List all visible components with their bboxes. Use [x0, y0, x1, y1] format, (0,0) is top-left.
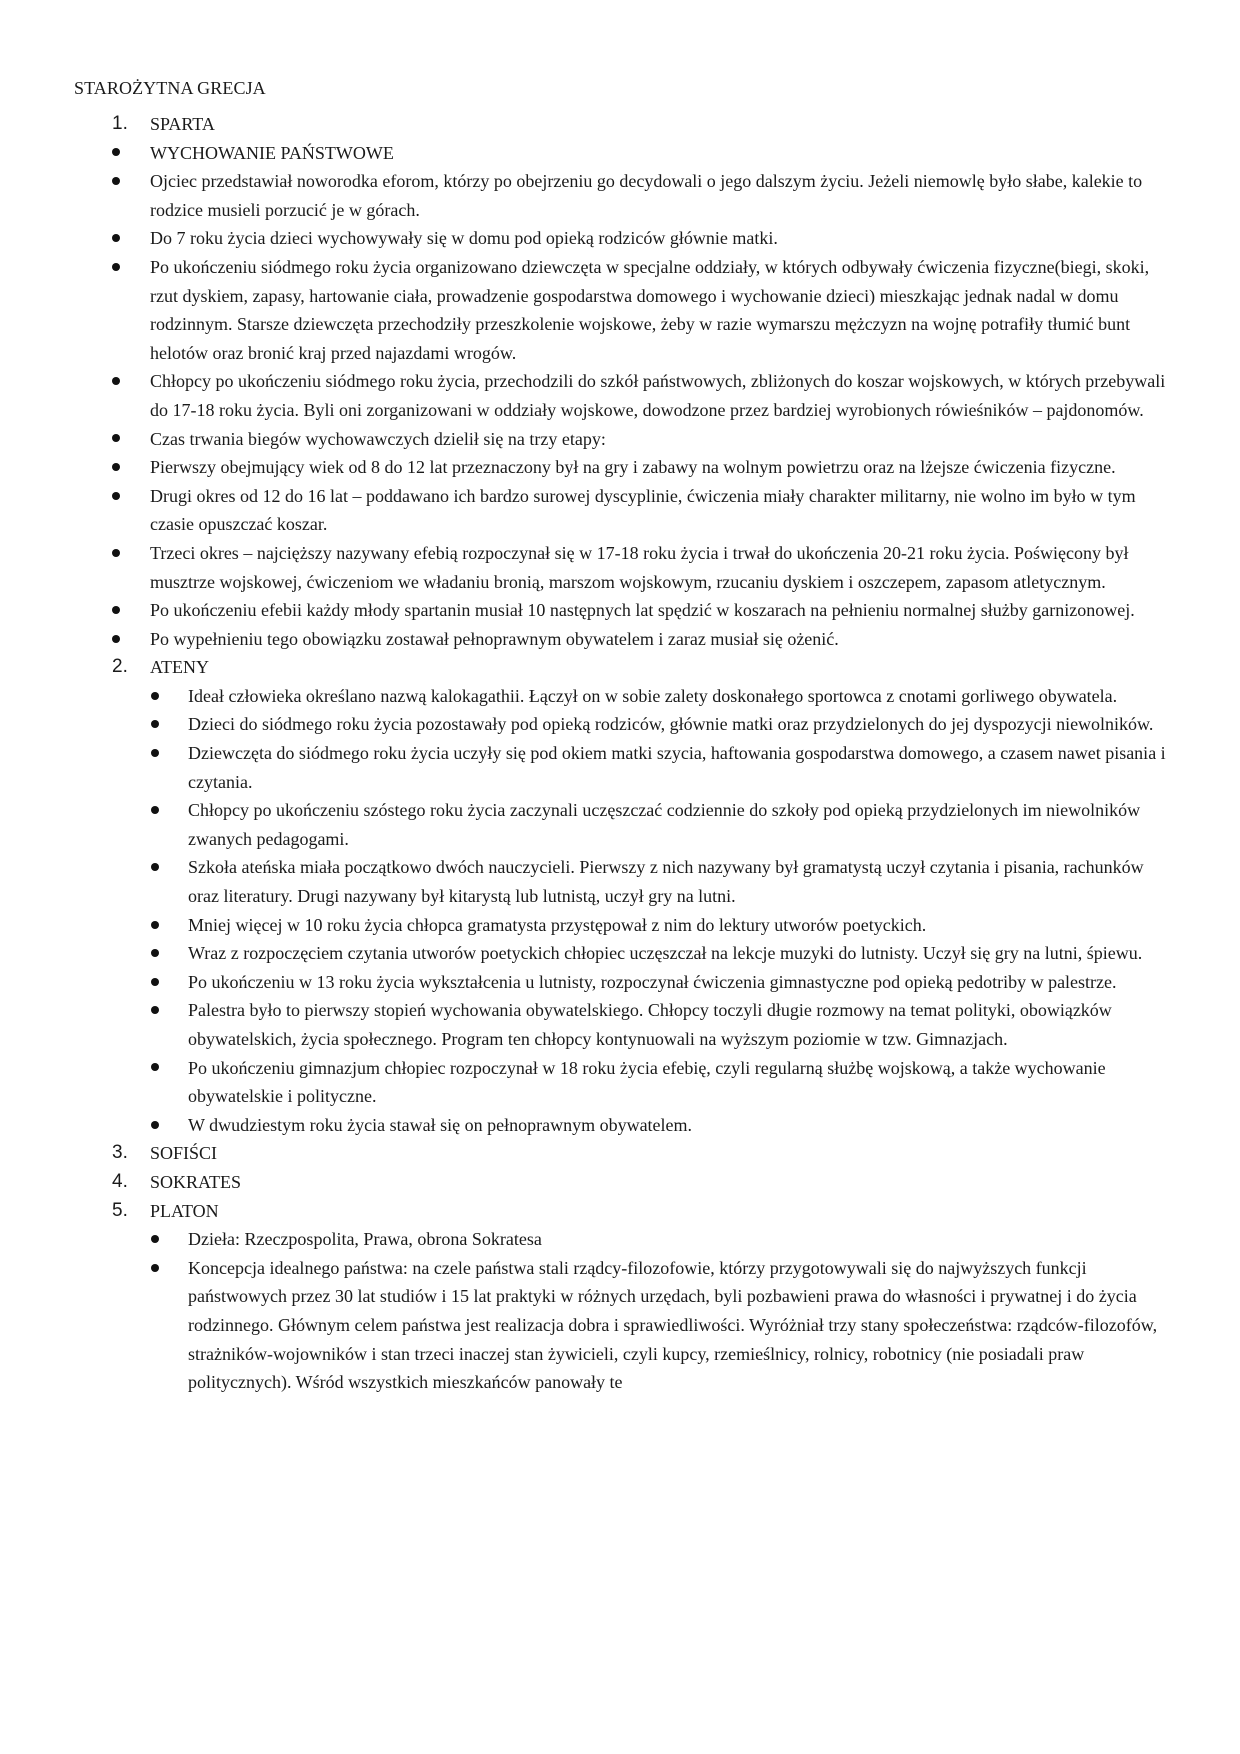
bullet-item: [74, 539, 1170, 596]
bullet-marker: [112, 139, 120, 168]
bullet-item: [74, 139, 1170, 168]
bullet-item: [74, 625, 1170, 654]
bullet-icon: [112, 549, 120, 557]
bullet-icon: [151, 978, 159, 986]
bullet-marker: [151, 1254, 159, 1283]
bullet-icon: [112, 263, 120, 271]
item-text: Wraz z rozpoczęciem czytania utworów poetyckich chłopiec uczęszczał na lekcje muzyki do lutnisty. Uczył się gry na lutni, śpiewu.: [188, 943, 1143, 964]
item-text: SOFIŚCI: [150, 1143, 218, 1164]
numbered-heading: [74, 1168, 1170, 1197]
bullet-marker: [112, 539, 120, 568]
bullet-item: [74, 1254, 1170, 1397]
bullet-marker: [151, 710, 159, 739]
item-text: Mniej więcej w 10 roku życia chłopca gramatysta przystępował z nim do lektury utworów poetyckich.: [188, 914, 927, 935]
bullet-item: [74, 1225, 1170, 1254]
item-text: Po wypełnieniu tego obowiązku zostawał pełnoprawnym obywatelem i zaraz musiał się ożenić.: [150, 628, 839, 649]
bullet-marker: [112, 167, 120, 196]
item-text: Do 7 roku życia dzieci wychowywały się w domu pod opieką rodziców głównie matki.: [150, 228, 778, 249]
bullet-icon: [112, 463, 120, 471]
item-text: Dzieła: Rzeczpospolita, Prawa, obrona Sokratesa: [188, 1229, 542, 1250]
bullet-item: [74, 796, 1170, 853]
bullet-item: [74, 453, 1170, 482]
bullet-icon: [151, 1006, 159, 1014]
item-number: 3.: [112, 1142, 128, 1164]
bullet-marker: [151, 1054, 159, 1083]
item-text: Pierwszy obejmujący wiek od 8 do 12 lat przeznaczony był na gry i zabawy na wolnym powietrzu oraz na lżejsze ćwiczenia fizyczne.: [150, 457, 1116, 478]
bullet-icon: [151, 720, 159, 728]
document-title: STAROŻYTNA GRECJA: [74, 78, 266, 98]
item-text: WYCHOWANIE PAŃSTWOWE: [150, 142, 394, 163]
bullet-item: [74, 939, 1170, 968]
bullet-item: [74, 996, 1170, 1053]
bullet-marker: [151, 796, 159, 825]
item-text: Ojciec przedstawiał noworodka eforom, którzy po obejrzeniu go decydowali o jego dalszym życiu. Jeżeli niemowlę było słabe, kalekie to rodzice musieli porzucić je w górach.: [150, 171, 1143, 220]
item-text: SPARTA: [150, 114, 215, 134]
bullet-marker: [151, 911, 159, 940]
bullet-item: [74, 367, 1170, 424]
document-page: [74, 74, 1170, 1397]
bullet-icon: [112, 635, 120, 643]
numbered-heading: [74, 1197, 1170, 1226]
item-text: Po ukończeniu gimnazjum chłopiec rozpoczynał w 18 roku życia efebię, czyli regularną służbę wojskową, a także wychowanie obywatelskie i polityczne.: [188, 1057, 1106, 1107]
bullet-marker: [151, 682, 159, 711]
bullet-marker: [151, 739, 159, 768]
bullet-icon: [151, 949, 159, 957]
item-text: W dwudziestym roku życia stawał się on pełnoprawnym obywatelem.: [188, 1114, 693, 1135]
bullet-item: [74, 911, 1170, 940]
outline-list: [74, 110, 1170, 1397]
bullet-icon: [112, 434, 120, 442]
bullet-icon: [151, 863, 159, 871]
bullet-item: [74, 425, 1170, 454]
item-text: Czas trwania biegów wychowawczych dzielił się na trzy etapy:: [150, 428, 606, 449]
bullet-icon: [112, 377, 120, 385]
bullet-item: [74, 710, 1170, 739]
item-number: 1.: [112, 113, 128, 134]
bullet-icon: [151, 692, 159, 700]
item-number: 5.: [112, 1199, 128, 1221]
item-text: Trzeci okres – najcięższy nazywany efebią rozpoczynał się w 17-18 roku życia i trwał do ukończenia 20-21 roku życia. Poświęcony był musztrze wojskowej, ćwiczeniom we władaniu bronią, marszom wojskowym, rzucaniu dyskiem i oszczepem, zapasom atletycznym.: [150, 542, 1129, 592]
bullet-icon: [151, 1063, 159, 1071]
bullet-icon: [151, 1264, 159, 1272]
bullet-icon: [151, 1235, 159, 1243]
item-text: Szkoła ateńska miała początkowo dwóch nauczycieli. Pierwszy z nich nazywany był gramatystą uczył czytania i pisania, rachunków oraz literatury. Drugi nazywany był kitarystą lub lutnistą, uczył gry na lutni.: [188, 857, 1144, 907]
bullet-icon: [112, 177, 120, 185]
bullet-item: [74, 167, 1170, 224]
bullet-item: [74, 253, 1170, 367]
item-text: Po ukończeniu efebii każdy młody spartanin musiał 10 następnych lat spędzić w koszarach na pełnieniu normalnej służby garnizonowej.: [150, 600, 1135, 621]
bullet-marker: [112, 625, 120, 654]
item-text: Po ukończeniu w 13 roku życia wykształcenia u lutnisty, rozpoczynał ćwiczenia gimnastyczne pod opieką pedotriby w palestrze.: [188, 971, 1117, 992]
item-text: Palestra było to pierwszy stopień wychowania obywatelskiego. Chłopcy toczyli długie rozmowy na temat polityki, obowiązków obywatelskich, życia społecznego. Program ten chłopcy kontynuowali na wyższym poziomie w tzw. Gimnazjach.: [188, 1000, 1112, 1049]
bullet-icon: [112, 492, 120, 500]
bullet-item: [74, 968, 1170, 997]
bullet-icon: [112, 234, 120, 242]
item-number: 4.: [112, 1170, 128, 1192]
numbered-heading: [74, 110, 1170, 139]
bullet-marker: [112, 425, 120, 454]
item-text: Drugi okres od 12 do 16 lat – poddawano ich bardzo surowej dyscyplinie, ćwiczenia miały charakter militarny, nie wolno im było w tym czasie opuszczać koszar.: [150, 485, 1136, 535]
bullet-icon: [112, 606, 120, 614]
item-text: Dziewczęta do siódmego roku życia uczyły się pod okiem matki szycia, haftowania gospodarstwa domowego, a czasem nawet pisania i czytania.: [188, 743, 1166, 792]
bullet-item: [74, 482, 1170, 539]
bullet-item: [74, 1111, 1170, 1140]
bullet-marker: [112, 224, 120, 253]
bullet-icon: [151, 806, 159, 814]
item-text: Chłopcy po ukończeniu siódmego roku życia, przechodzili do szkół państwowych, zbliżonych do koszar wojskowych, w których przebywali do 17-18 roku życia. Byli oni zorganizowani w oddziały wojskowe, dowodzone przez bardziej wyrobionych rówieśników – pajdonomów.: [150, 371, 1166, 420]
bullet-item: [74, 853, 1170, 910]
item-text: Chłopcy po ukończeniu szóstego roku życia zaczynali uczęszczać codziennie do szkoły pod opieką przydzielonych im niewolników zwanych pedagogami.: [188, 800, 1141, 849]
bullet-marker: [151, 968, 159, 997]
item-text: Koncepcja idealnego państwa: na czele państwa stali rządcy-filozofowie, którzy przygotowywali się do najwyższych funkcji państwowych przez 30 lat studiów i 15 lat praktyki w różnych urzędach, byli pozbawieni prawa do własności i prywatnej i do życia rodzinnego. Głównym celem państwa jest realizacja dobra i sprawiedliwości. Wyróżniał trzy stany społeczeństwa: rządców-filozofów, strażników-wojowników i stan trzeci inaczej stan żywicieli, czyli kupcy, rzemieślnicy, rolnicy, robotnicy (nie posiadali praw politycznych). Wśród wszystkich mieszkańców panowały te: [188, 1257, 1158, 1393]
bullet-marker: [151, 939, 159, 968]
numbered-heading: [74, 653, 1170, 682]
item-text: SOKRATES: [150, 1171, 242, 1192]
item-number: 2.: [112, 656, 128, 678]
bullet-item: [74, 596, 1170, 625]
bullet-item: [74, 1054, 1170, 1111]
bullet-marker: [151, 1225, 159, 1254]
item-text: PLATON: [150, 1200, 219, 1221]
bullet-item: [74, 739, 1170, 796]
item-text: ATENY: [150, 657, 209, 678]
bullet-item: [74, 682, 1170, 711]
bullet-icon: [151, 749, 159, 757]
bullet-marker: [112, 367, 120, 396]
bullet-icon: [151, 1121, 159, 1129]
bullet-marker: [151, 996, 159, 1025]
bullet-icon: [112, 148, 120, 156]
bullet-marker: [112, 453, 120, 482]
item-text: Ideał człowieka określano nazwą kalokagathii. Łączył on w sobie zalety doskonałego sportowca z cnotami gorliwego obywatela.: [188, 685, 1118, 706]
bullet-marker: [112, 253, 120, 282]
bullet-marker: [112, 482, 120, 511]
item-text: Po ukończeniu siódmego roku życia organizowano dziewczęta w specjalne oddziały, w których odbywały ćwiczenia fizyczne(biegi, skoki, rzut dyskiem, zapasy, hartowanie ciała, prowadzenie gospodarstwa domowego i wychowanie dzieci) mieszkając jednak nadal w domu rodzinnym. Starsze dziewczęta przechodziły przeszkolenie wojskowe, żeby w razie wymarszu mężczyzn na wojnę potrafiły tłumić bunt helotów oraz bronić kraj przed najazdami wrogów.: [150, 256, 1150, 363]
bullet-icon: [151, 921, 159, 929]
bullet-marker: [112, 596, 120, 625]
bullet-marker: [151, 853, 159, 882]
bullet-marker: [151, 1111, 159, 1140]
item-text: Dzieci do siódmego roku życia pozostawały pod opieką rodziców, głównie matki oraz przydzielonych do jej dyspozycji niewolników.: [188, 714, 1154, 735]
bullet-item: [74, 224, 1170, 253]
numbered-heading: [74, 1139, 1170, 1168]
